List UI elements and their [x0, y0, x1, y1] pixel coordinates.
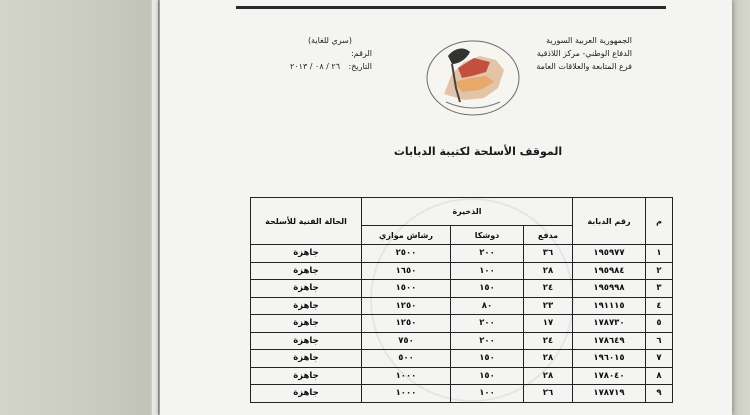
cell-state: جاهزة: [251, 280, 362, 298]
cell-state: جاهزة: [251, 245, 362, 263]
weapons-table: [250, 197, 673, 403]
header-parallel-mg: رشاش موازي: [362, 226, 451, 245]
reference-block: [272, 34, 372, 73]
number-label: الرقم:: [351, 49, 372, 58]
date-line: [272, 60, 372, 73]
header-cannon: مدفع: [524, 226, 573, 245]
cell-dushka: ٢٠٠: [451, 332, 524, 350]
background-left: [0, 0, 150, 415]
cell-tank: ١٩٦٠١٥: [573, 350, 646, 368]
cell-dushka: ١٥٠: [451, 367, 524, 385]
cell-state: جاهزة: [251, 315, 362, 333]
cell-cannon: ٢٨: [524, 262, 573, 280]
cell-cannon: ١٧: [524, 315, 573, 333]
cell-no: ٨: [646, 367, 673, 385]
date-value: ٢٦ / ٠٨ / ٢٠١٣: [290, 62, 340, 71]
cell-state: جاهزة: [251, 385, 362, 403]
cell-state: جاهزة: [251, 367, 362, 385]
cell-mg: ١٦٥٠: [362, 262, 451, 280]
cell-cannon: ٢٣: [524, 297, 573, 315]
top-rule: [236, 6, 666, 9]
table-row: [251, 385, 673, 403]
cell-dushka: ١٥٠: [451, 350, 524, 368]
cell-tank: ١٧٨٧٣٠: [573, 315, 646, 333]
classification: (سري للغاية): [307, 36, 352, 45]
table-row: [251, 297, 673, 315]
cell-mg: ٥٠٠: [362, 350, 451, 368]
cell-state: جاهزة: [251, 262, 362, 280]
cell-state: جاهزة: [251, 297, 362, 315]
issuer-block: [536, 34, 632, 73]
cell-mg: ١٥٠٠: [362, 280, 451, 298]
cell-dushka: ٨٠: [451, 297, 524, 315]
document-title: الموقف الأسلحة لكتيبة الدبابات: [393, 145, 563, 158]
cell-tank: ١٩٥٩٩٨: [573, 280, 646, 298]
cell-cannon: ٢٤: [524, 332, 573, 350]
header-no: م: [646, 198, 673, 245]
table-row: [251, 245, 673, 263]
table-row: [251, 332, 673, 350]
cell-mg: ٧٥٠: [362, 332, 451, 350]
cell-no: ٣: [646, 280, 673, 298]
background-right: [732, 0, 750, 415]
cell-mg: ١٢٥٠: [362, 315, 451, 333]
cell-dushka: ٢٠٠: [451, 245, 524, 263]
cell-no: ٤: [646, 297, 673, 315]
cell-mg: ١٠٠٠: [362, 367, 451, 385]
cell-no: ١: [646, 245, 673, 263]
cell-tank: ١٩٥٩٨٤: [573, 262, 646, 280]
cell-cannon: ٢٦: [524, 385, 573, 403]
cell-mg: ٢٥٠٠: [362, 245, 451, 263]
cell-tank: ١٧٨٦٤٩: [573, 332, 646, 350]
header-ammo: الذخيرة: [362, 198, 573, 226]
cell-dushka: ١٥٠: [451, 280, 524, 298]
cell-no: ٦: [646, 332, 673, 350]
cell-state: جاهزة: [251, 332, 362, 350]
date-label: التاريخ:: [348, 62, 372, 71]
cell-dushka: ٢٠٠: [451, 315, 524, 333]
header-dushka: دوشكا: [451, 226, 524, 245]
table-row: [251, 262, 673, 280]
cell-mg: ١٠٠٠: [362, 385, 451, 403]
republic-line: الجمهورية العربية السورية: [546, 36, 632, 45]
table-body: [251, 245, 673, 403]
table-row: [251, 315, 673, 333]
cell-cannon: ٢٤: [524, 280, 573, 298]
number-line: [272, 47, 372, 60]
cell-cannon: ٢٨: [524, 350, 573, 368]
national-defense-emblem-icon: [424, 38, 522, 118]
cell-tank: ١٧٨٠٤٠: [573, 367, 646, 385]
cell-tank: ١٩٥٩٧٧: [573, 245, 646, 263]
header-tank-number: رقم الدبابة: [573, 198, 646, 245]
cell-no: ٥: [646, 315, 673, 333]
ministry-line: الدفاع الوطني- مركز اللاذقية: [536, 49, 632, 58]
cell-state: جاهزة: [251, 350, 362, 368]
cell-dushka: ١٠٠: [451, 262, 524, 280]
cell-dushka: ١٠٠: [451, 385, 524, 403]
table-row: [251, 367, 673, 385]
header-tech-state: الحالة الفنية للأسلحة: [251, 198, 362, 245]
table-row: [251, 280, 673, 298]
document-edge: [152, 0, 159, 415]
cell-mg: ١٢٥٠: [362, 297, 451, 315]
cell-no: ٩: [646, 385, 673, 403]
cell-no: ٢: [646, 262, 673, 280]
cell-no: ٧: [646, 350, 673, 368]
cell-tank: ١٩١١١٥: [573, 297, 646, 315]
table-row: [251, 350, 673, 368]
branch-line: فرع المتابعة والعلاقات العامة: [536, 62, 632, 71]
cell-cannon: ٣٦: [524, 245, 573, 263]
cell-tank: ١٧٨٧١٩: [573, 385, 646, 403]
cell-cannon: ٢٨: [524, 367, 573, 385]
